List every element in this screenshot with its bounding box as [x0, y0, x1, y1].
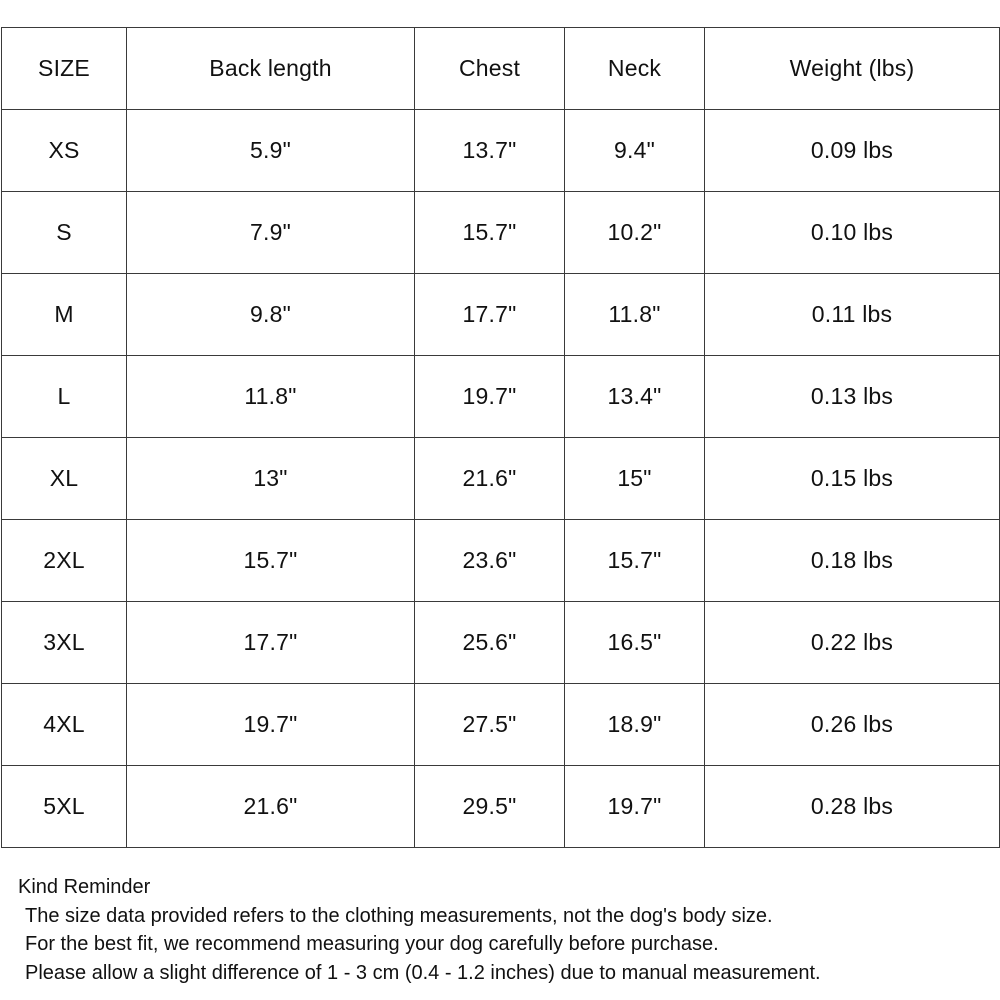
cell-size: L	[2, 356, 127, 438]
header-back-length: Back length	[127, 28, 415, 110]
table-row	[2, 520, 1000, 602]
header-size: SIZE	[2, 28, 127, 110]
header-chest: Chest	[415, 28, 565, 110]
cell-size: M	[2, 274, 127, 356]
size-chart-table	[1, 27, 1000, 848]
cell-chest: 29.5"	[415, 766, 565, 848]
cell-weight: 0.18 lbs	[705, 520, 1000, 602]
table-row	[2, 684, 1000, 766]
cell-chest: 17.7"	[415, 274, 565, 356]
cell-chest: 23.6"	[415, 520, 565, 602]
cell-size: XS	[2, 110, 127, 192]
cell-weight: 0.11 lbs	[705, 274, 1000, 356]
cell-chest: 27.5"	[415, 684, 565, 766]
cell-back-length: 13"	[127, 438, 415, 520]
table-row	[2, 766, 1000, 848]
cell-weight: 0.10 lbs	[705, 192, 1000, 274]
cell-chest: 15.7"	[415, 192, 565, 274]
cell-back-length: 15.7"	[127, 520, 415, 602]
cell-neck: 15"	[565, 438, 705, 520]
cell-neck: 19.7"	[565, 766, 705, 848]
cell-size: 5XL	[2, 766, 127, 848]
cell-weight: 0.28 lbs	[705, 766, 1000, 848]
cell-back-length: 11.8"	[127, 356, 415, 438]
table-header-row	[2, 28, 1000, 110]
cell-neck: 10.2"	[565, 192, 705, 274]
cell-chest: 25.6"	[415, 602, 565, 684]
cell-weight: 0.22 lbs	[705, 602, 1000, 684]
cell-weight: 0.09 lbs	[705, 110, 1000, 192]
table-row	[2, 356, 1000, 438]
cell-chest: 13.7"	[415, 110, 565, 192]
table-row	[2, 274, 1000, 356]
cell-back-length: 21.6"	[127, 766, 415, 848]
table-row	[2, 438, 1000, 520]
cell-chest: 21.6"	[415, 438, 565, 520]
kind-reminder-section	[18, 873, 993, 987]
cell-back-length: 5.9"	[127, 110, 415, 192]
cell-size: 4XL	[2, 684, 127, 766]
cell-neck: 9.4"	[565, 110, 705, 192]
cell-neck: 18.9"	[565, 684, 705, 766]
cell-back-length: 9.8"	[127, 274, 415, 356]
cell-size: 2XL	[2, 520, 127, 602]
reminder-line: The size data provided refers to the clothing measurements, not the dog's body size.	[25, 904, 773, 927]
cell-weight: 0.26 lbs	[705, 684, 1000, 766]
cell-size: 3XL	[2, 602, 127, 684]
header-weight: Weight (lbs)	[705, 28, 1000, 110]
cell-neck: 11.8"	[565, 274, 705, 356]
cell-weight: 0.13 lbs	[705, 356, 1000, 438]
table-row	[2, 602, 1000, 684]
cell-neck: 16.5"	[565, 602, 705, 684]
cell-back-length: 17.7"	[127, 602, 415, 684]
reminder-line: For the best fit, we recommend measuring your dog carefully before purchase.	[25, 933, 719, 955]
cell-size: S	[2, 192, 127, 274]
table-row	[2, 192, 1000, 274]
reminder-line: Please allow a slight difference of 1 - 3 cm (0.4 - 1.2 inches) due to manual measurement.	[25, 961, 821, 984]
reminder-title: Kind Reminder	[18, 876, 151, 898]
header-neck: Neck	[565, 28, 705, 110]
cell-chest: 19.7"	[415, 356, 565, 438]
cell-size: XL	[2, 438, 127, 520]
cell-neck: 15.7"	[565, 520, 705, 602]
cell-back-length: 7.9"	[127, 192, 415, 274]
table-row	[2, 110, 1000, 192]
cell-neck: 13.4"	[565, 356, 705, 438]
cell-back-length: 19.7"	[127, 684, 415, 766]
cell-weight: 0.15 lbs	[705, 438, 1000, 520]
